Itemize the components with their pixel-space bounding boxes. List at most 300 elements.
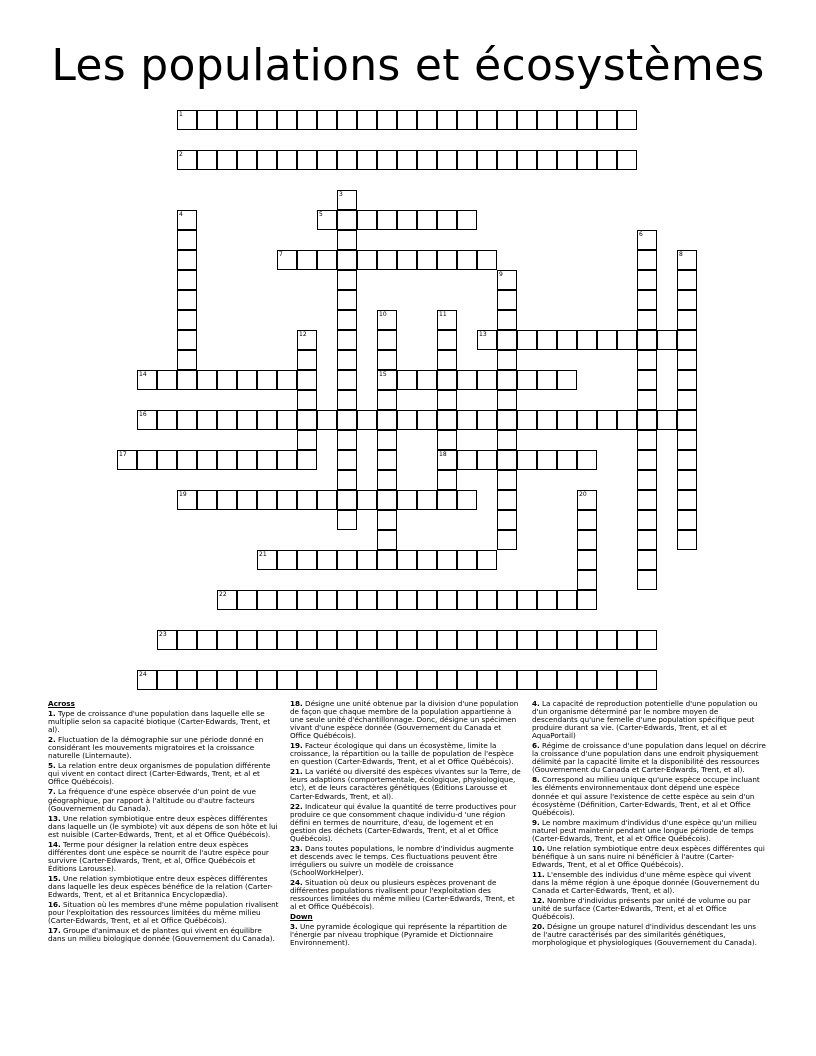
crossword-cell[interactable]: [497, 450, 517, 470]
crossword-cell[interactable]: [497, 590, 517, 610]
crossword-cell[interactable]: [617, 630, 637, 650]
crossword-cell[interactable]: [537, 590, 557, 610]
crossword-cell[interactable]: [377, 250, 397, 270]
crossword-cell[interactable]: [157, 450, 177, 470]
crossword-cell[interactable]: [417, 410, 437, 430]
crossword-cell[interactable]: [357, 110, 377, 130]
crossword-cell[interactable]: [637, 630, 657, 650]
crossword-cell[interactable]: [617, 150, 637, 170]
crossword-cell[interactable]: [217, 670, 237, 690]
crossword-cell[interactable]: [257, 150, 277, 170]
crossword-cell[interactable]: [197, 670, 217, 690]
crossword-cell[interactable]: [197, 450, 217, 470]
crossword-cell[interactable]: [377, 530, 397, 550]
crossword-cell[interactable]: [177, 630, 197, 650]
crossword-cell[interactable]: [677, 510, 697, 530]
crossword-cell[interactable]: [397, 590, 417, 610]
crossword-cell[interactable]: [677, 370, 697, 390]
crossword-cell[interactable]: [377, 510, 397, 530]
crossword-cell[interactable]: [417, 110, 437, 130]
crossword-cell[interactable]: [337, 110, 357, 130]
crossword-cell[interactable]: [417, 370, 437, 390]
crossword-cell[interactable]: [497, 490, 517, 510]
crossword-cell[interactable]: [297, 450, 317, 470]
crossword-cell[interactable]: [437, 330, 457, 350]
crossword-cell[interactable]: [437, 550, 457, 570]
crossword-cell[interactable]: [337, 350, 357, 370]
crossword-cell[interactable]: [357, 410, 377, 430]
crossword-cell[interactable]: [437, 630, 457, 650]
crossword-cell[interactable]: [337, 510, 357, 530]
crossword-cell[interactable]: [357, 150, 377, 170]
crossword-cell[interactable]: [497, 150, 517, 170]
crossword-cell[interactable]: [277, 550, 297, 570]
crossword-cell[interactable]: [297, 550, 317, 570]
crossword-cell[interactable]: [317, 410, 337, 430]
crossword-cell[interactable]: [677, 330, 697, 350]
crossword-cell[interactable]: [317, 670, 337, 690]
crossword-cell[interactable]: [357, 250, 377, 270]
crossword-cell[interactable]: [317, 150, 337, 170]
crossword-cell[interactable]: [577, 670, 597, 690]
crossword-cell[interactable]: [537, 410, 557, 430]
crossword-cell[interactable]: [237, 590, 257, 610]
crossword-cell[interactable]: [177, 670, 197, 690]
crossword-cell[interactable]: [297, 250, 317, 270]
crossword-cell[interactable]: [377, 330, 397, 350]
crossword-cell[interactable]: [377, 550, 397, 570]
crossword-cell[interactable]: [317, 590, 337, 610]
crossword-cell[interactable]: [377, 110, 397, 130]
crossword-cell[interactable]: [337, 310, 357, 330]
crossword-cell[interactable]: [537, 370, 557, 390]
crossword-cell[interactable]: [437, 410, 457, 430]
crossword-cell[interactable]: [217, 370, 237, 390]
crossword-cell[interactable]: [357, 490, 377, 510]
crossword-cell[interactable]: [377, 430, 397, 450]
crossword-cell[interactable]: [297, 370, 317, 390]
crossword-cell[interactable]: [577, 450, 597, 470]
crossword-cell[interactable]: [397, 550, 417, 570]
crossword-cell[interactable]: [637, 450, 657, 470]
crossword-cell[interactable]: [637, 510, 657, 530]
crossword-cell[interactable]: [577, 150, 597, 170]
crossword-cell[interactable]: [557, 370, 577, 390]
crossword-cell[interactable]: [517, 110, 537, 130]
crossword-cell[interactable]: [337, 630, 357, 650]
crossword-cell[interactable]: [377, 350, 397, 370]
crossword-cell[interactable]: [257, 590, 277, 610]
crossword-cell[interactable]: [417, 550, 437, 570]
crossword-cell[interactable]: [537, 670, 557, 690]
crossword-cell[interactable]: [337, 430, 357, 450]
crossword-cell[interactable]: [257, 630, 277, 650]
crossword-cell[interactable]: [497, 510, 517, 530]
crossword-cell[interactable]: [177, 290, 197, 310]
crossword-cell[interactable]: [277, 450, 297, 470]
crossword-cell[interactable]: [497, 370, 517, 390]
crossword-cell[interactable]: [497, 290, 517, 310]
crossword-cell[interactable]: [337, 450, 357, 470]
crossword-cell[interactable]: [497, 110, 517, 130]
crossword-cell[interactable]: [497, 530, 517, 550]
crossword-cell[interactable]: [497, 350, 517, 370]
crossword-cell[interactable]: [437, 390, 457, 410]
crossword-cell[interactable]: [197, 490, 217, 510]
crossword-cell[interactable]: [357, 630, 377, 650]
crossword-cell[interactable]: [577, 630, 597, 650]
crossword-cell[interactable]: [377, 470, 397, 490]
crossword-cell[interactable]: [157, 670, 177, 690]
crossword-cell[interactable]: [637, 370, 657, 390]
crossword-cell[interactable]: [597, 110, 617, 130]
crossword-cell[interactable]: [337, 470, 357, 490]
crossword-cell[interactable]: [437, 110, 457, 130]
crossword-cell[interactable]: [177, 310, 197, 330]
crossword-cell[interactable]: [217, 410, 237, 430]
crossword-cell[interactable]: [457, 670, 477, 690]
crossword-cell[interactable]: [337, 250, 357, 270]
crossword-cell[interactable]: [577, 530, 597, 550]
crossword-cell[interactable]: [397, 210, 417, 230]
crossword-cell[interactable]: [617, 330, 637, 350]
clue-text: Une relation symbiotique entre deux espèces différentes dans laquelle un (le symbiote) vit aux dépens de son hôte et lui est nuisible (Carter-Edwards, Trent, et al et Office Québécois).: [48, 813, 278, 839]
crossword-cell[interactable]: [677, 350, 697, 370]
crossword-cell[interactable]: [577, 410, 597, 430]
crossword-cell[interactable]: [337, 150, 357, 170]
crossword-cell[interactable]: [437, 670, 457, 690]
crossword-cell[interactable]: [637, 290, 657, 310]
crossword-cell[interactable]: [217, 110, 237, 130]
crossword-cell[interactable]: [337, 370, 357, 390]
crossword-cell[interactable]: [217, 490, 237, 510]
crossword-cell[interactable]: [417, 210, 437, 230]
crossword-cell[interactable]: [237, 410, 257, 430]
crossword-cell[interactable]: [177, 410, 197, 430]
crossword-cell[interactable]: [417, 490, 437, 510]
crossword-cell[interactable]: [497, 330, 517, 350]
crossword-cell[interactable]: [457, 370, 477, 390]
crossword-cell[interactable]: [377, 490, 397, 510]
crossword-cell[interactable]: [517, 630, 537, 650]
crossword-cell[interactable]: [397, 110, 417, 130]
crossword-cell[interactable]: [277, 110, 297, 130]
crossword-cell[interactable]: [677, 390, 697, 410]
crossword-cell[interactable]: [177, 250, 197, 270]
crossword-cell[interactable]: [637, 270, 657, 290]
crossword-cell[interactable]: [137, 450, 157, 470]
crossword-cell[interactable]: [177, 350, 197, 370]
crossword-cell[interactable]: [337, 490, 357, 510]
crossword-cell[interactable]: [477, 670, 497, 690]
crossword-cell[interactable]: [237, 670, 257, 690]
crossword-cell[interactable]: [537, 330, 557, 350]
crossword-cell[interactable]: [317, 110, 337, 130]
crossword-cell[interactable]: [417, 250, 437, 270]
crossword-cell[interactable]: [277, 630, 297, 650]
crossword-cell[interactable]: [617, 110, 637, 130]
crossword-cell[interactable]: [457, 550, 477, 570]
crossword-cell[interactable]: [477, 150, 497, 170]
crossword-cell[interactable]: [397, 490, 417, 510]
crossword-cell[interactable]: [237, 490, 257, 510]
crossword-cell[interactable]: [597, 670, 617, 690]
crossword-cell[interactable]: [457, 410, 477, 430]
crossword-cell[interactable]: [197, 410, 217, 430]
crossword-cell[interactable]: [437, 490, 457, 510]
crossword-cell[interactable]: [637, 490, 657, 510]
crossword-cell[interactable]: [677, 270, 697, 290]
crossword-cell[interactable]: [297, 390, 317, 410]
crossword-cell[interactable]: [177, 330, 197, 350]
crossword-cell[interactable]: [257, 670, 277, 690]
crossword-cell[interactable]: [537, 110, 557, 130]
crossword-cell[interactable]: [397, 670, 417, 690]
crossword-cell[interactable]: [357, 550, 377, 570]
crossword-cell[interactable]: [537, 150, 557, 170]
crossword-cell[interactable]: [277, 590, 297, 610]
crossword-cell[interactable]: [477, 250, 497, 270]
crossword-cell[interactable]: [637, 310, 657, 330]
crossword-cell[interactable]: [457, 250, 477, 270]
crossword-cell[interactable]: [477, 630, 497, 650]
crossword-cell[interactable]: [517, 150, 537, 170]
crossword-cell[interactable]: [417, 150, 437, 170]
crossword-cell[interactable]: [497, 410, 517, 430]
crossword-cell[interactable]: [437, 210, 457, 230]
crossword-cell[interactable]: [417, 670, 437, 690]
crossword-cell[interactable]: [657, 330, 677, 350]
crossword-cell[interactable]: [237, 370, 257, 390]
crossword-cell[interactable]: [597, 150, 617, 170]
crossword-cell[interactable]: [277, 370, 297, 390]
crossword-cell[interactable]: [297, 590, 317, 610]
crossword-cell[interactable]: [257, 410, 277, 430]
crossword-cell[interactable]: [257, 490, 277, 510]
crossword-cell[interactable]: [497, 670, 517, 690]
crossword-cell[interactable]: [397, 370, 417, 390]
crossword-cell[interactable]: [577, 510, 597, 530]
crossword-cell[interactable]: [557, 670, 577, 690]
crossword-cell[interactable]: [237, 110, 257, 130]
crossword-cell[interactable]: [157, 370, 177, 390]
crossword-cell[interactable]: [637, 530, 657, 550]
crossword-cell[interactable]: [277, 150, 297, 170]
crossword-cell[interactable]: [397, 410, 417, 430]
crossword-cell[interactable]: [177, 450, 197, 470]
crossword-cell[interactable]: [637, 430, 657, 450]
crossword-cell[interactable]: [297, 110, 317, 130]
crossword-cell[interactable]: [297, 410, 317, 430]
crossword-cell[interactable]: [457, 490, 477, 510]
crossword-cell[interactable]: [637, 550, 657, 570]
crossword-cell[interactable]: [337, 230, 357, 250]
crossword-cell[interactable]: [337, 410, 357, 430]
crossword-cell[interactable]: [557, 590, 577, 610]
crossword-cell[interactable]: [377, 670, 397, 690]
crossword-cell[interactable]: [377, 150, 397, 170]
crossword-cell[interactable]: [197, 150, 217, 170]
crossword-cell[interactable]: [577, 330, 597, 350]
crossword-cell[interactable]: [637, 470, 657, 490]
crossword-cell[interactable]: [337, 390, 357, 410]
crossword-cell[interactable]: [577, 550, 597, 570]
crossword-cell[interactable]: [517, 370, 537, 390]
crossword-cell[interactable]: [297, 490, 317, 510]
crossword-cell[interactable]: [297, 630, 317, 650]
crossword-cell[interactable]: [197, 630, 217, 650]
crossword-cell[interactable]: [437, 590, 457, 610]
crossword-cell[interactable]: [477, 550, 497, 570]
crossword-cell[interactable]: [257, 110, 277, 130]
crossword-cell[interactable]: [477, 590, 497, 610]
crossword-cell[interactable]: [337, 590, 357, 610]
crossword-cell[interactable]: [557, 450, 577, 470]
crossword-cell[interactable]: [197, 110, 217, 130]
crossword-cell[interactable]: [677, 310, 697, 330]
crossword-cell[interactable]: [237, 450, 257, 470]
crossword-cell[interactable]: [217, 150, 237, 170]
crossword-cell[interactable]: [677, 530, 697, 550]
crossword-cell[interactable]: [537, 450, 557, 470]
crossword-cell[interactable]: [497, 430, 517, 450]
crossword-cell[interactable]: [337, 210, 357, 230]
crossword-cell[interactable]: [677, 470, 697, 490]
crossword-cell[interactable]: [517, 670, 537, 690]
crossword-cell[interactable]: [377, 450, 397, 470]
crossword-cell[interactable]: [437, 470, 457, 490]
crossword-cell[interactable]: [677, 450, 697, 470]
crossword-cell[interactable]: [337, 270, 357, 290]
crossword-cell[interactable]: [497, 630, 517, 650]
crossword-cell[interactable]: [637, 670, 657, 690]
crossword-cell[interactable]: [497, 470, 517, 490]
crossword-cell[interactable]: [437, 370, 457, 390]
crossword-cell[interactable]: [297, 350, 317, 370]
crossword-cell[interactable]: [517, 410, 537, 430]
crossword-cell[interactable]: [677, 290, 697, 310]
crossword-cell[interactable]: [337, 670, 357, 690]
crossword-cell[interactable]: [557, 330, 577, 350]
crossword-cell[interactable]: [557, 110, 577, 130]
crossword-cell[interactable]: [317, 630, 337, 650]
crossword-cell[interactable]: [597, 410, 617, 430]
crossword-cell[interactable]: [537, 630, 557, 650]
crossword-cell[interactable]: [457, 210, 477, 230]
crossword-cell[interactable]: [257, 370, 277, 390]
crossword-cell[interactable]: [377, 210, 397, 230]
crossword-cell[interactable]: [297, 430, 317, 450]
crossword-cell[interactable]: [277, 410, 297, 430]
crossword-cell[interactable]: [417, 590, 437, 610]
crossword-cell[interactable]: [497, 310, 517, 330]
crossword-cell[interactable]: [237, 630, 257, 650]
crossword-cell[interactable]: [457, 630, 477, 650]
crossword-cell[interactable]: [497, 390, 517, 410]
crossword-cell[interactable]: [637, 250, 657, 270]
crossword-cell[interactable]: [637, 410, 657, 430]
crossword-cell[interactable]: [477, 450, 497, 470]
crossword-cell[interactable]: [357, 590, 377, 610]
crossword-cell[interactable]: [437, 430, 457, 450]
crossword-cell[interactable]: [457, 150, 477, 170]
crossword-cell[interactable]: [637, 390, 657, 410]
crossword-cell[interactable]: [637, 350, 657, 370]
crossword-cell[interactable]: [297, 150, 317, 170]
crossword-cell[interactable]: [557, 630, 577, 650]
crossword-cell[interactable]: [237, 150, 257, 170]
crossword-cell[interactable]: [177, 230, 197, 250]
crossword-cell[interactable]: [317, 490, 337, 510]
crossword-cell[interactable]: [317, 250, 337, 270]
crossword-cell[interactable]: [597, 630, 617, 650]
crossword-cell[interactable]: [277, 670, 297, 690]
crossword-cell[interactable]: [277, 490, 297, 510]
crossword-cell[interactable]: [337, 330, 357, 350]
crossword-cell[interactable]: [677, 410, 697, 430]
crossword-cell[interactable]: [617, 670, 637, 690]
crossword-cell[interactable]: [417, 630, 437, 650]
crossword-cell[interactable]: [397, 630, 417, 650]
crossword-cell[interactable]: [337, 550, 357, 570]
crossword-cell[interactable]: [177, 270, 197, 290]
crossword-cell[interactable]: [577, 570, 597, 590]
crossword-cell[interactable]: [217, 450, 237, 470]
crossword-cell[interactable]: [397, 150, 417, 170]
crossword-cell[interactable]: [457, 110, 477, 130]
crossword-cell[interactable]: [557, 150, 577, 170]
crossword-cell[interactable]: [657, 410, 677, 430]
crossword-cell[interactable]: [437, 250, 457, 270]
crossword-cell[interactable]: [517, 590, 537, 610]
crossword-cell[interactable]: [377, 410, 397, 430]
crossword-cell[interactable]: [637, 330, 657, 350]
crossword-cell[interactable]: [677, 430, 697, 450]
crossword-cell[interactable]: [517, 450, 537, 470]
crossword-cell[interactable]: [397, 250, 417, 270]
crossword-cell[interactable]: [477, 110, 497, 130]
crossword-cell[interactable]: [257, 450, 277, 470]
crossword-cell[interactable]: [177, 370, 197, 390]
crossword-cell[interactable]: [217, 630, 237, 650]
crossword-cell[interactable]: [637, 570, 657, 590]
crossword-cell[interactable]: [437, 350, 457, 370]
crossword-cell[interactable]: [197, 370, 217, 390]
crossword-cell[interactable]: [377, 390, 397, 410]
crossword-cell[interactable]: [577, 590, 597, 610]
crossword-cell[interactable]: [457, 450, 477, 470]
crossword-cell[interactable]: [437, 150, 457, 170]
crossword-cell[interactable]: [557, 410, 577, 430]
crossword-cell[interactable]: [297, 670, 317, 690]
crossword-cell[interactable]: [477, 410, 497, 430]
crossword-cell[interactable]: [597, 330, 617, 350]
crossword-cell[interactable]: [377, 590, 397, 610]
crossword-cell[interactable]: [357, 210, 377, 230]
crossword-cell[interactable]: [317, 550, 337, 570]
clue-number: 18.: [290, 699, 303, 708]
crossword-cell[interactable]: [457, 590, 477, 610]
crossword-cell[interactable]: [577, 110, 597, 130]
crossword-cell[interactable]: [157, 410, 177, 430]
crossword-cell[interactable]: [617, 410, 637, 430]
crossword-cell[interactable]: [517, 330, 537, 350]
crossword-cell[interactable]: [337, 290, 357, 310]
crossword-cell[interactable]: [477, 370, 497, 390]
crossword-cell[interactable]: [377, 630, 397, 650]
crossword-cell[interactable]: [357, 670, 377, 690]
crossword-cell[interactable]: [677, 490, 697, 510]
